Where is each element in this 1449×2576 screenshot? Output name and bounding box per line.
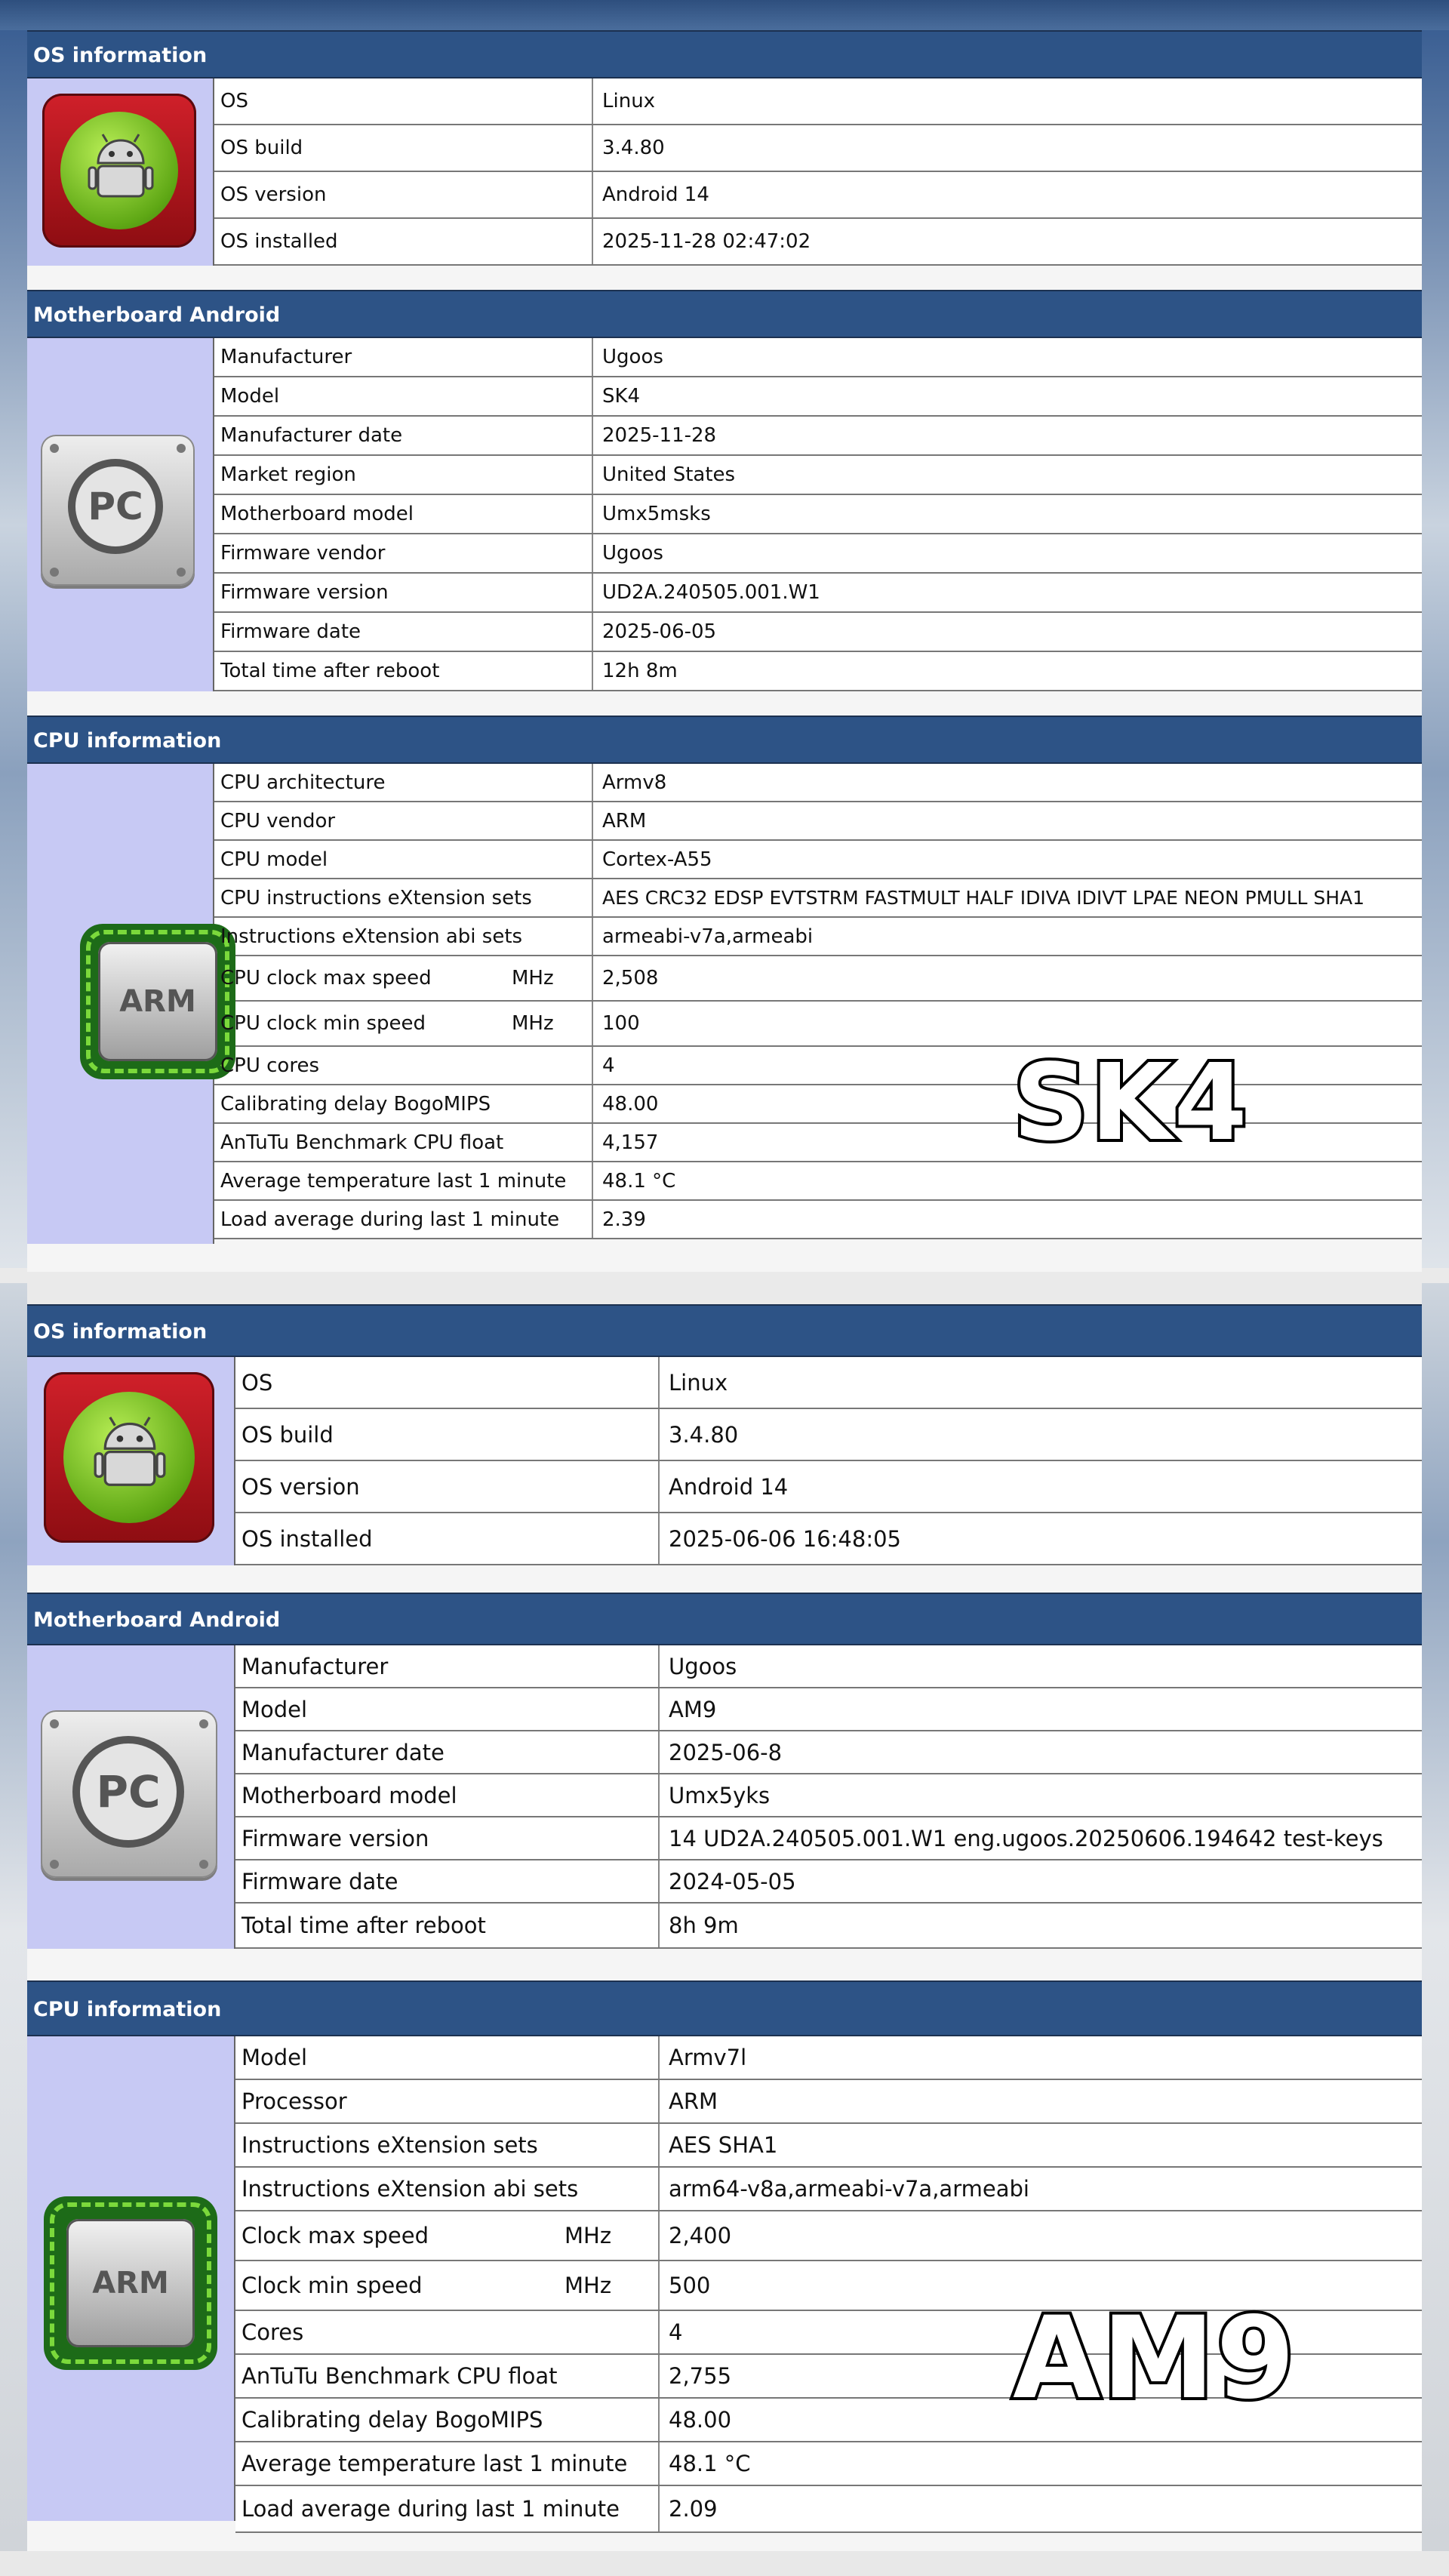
table-row <box>214 172 1422 219</box>
pc-icon <box>41 1710 217 1878</box>
row-key-cell <box>235 2211 660 2260</box>
table-row <box>214 1201 1422 1239</box>
row-value: 3.4.80 <box>602 137 665 159</box>
row-value: Linux <box>669 1369 728 1396</box>
row-value: 4 <box>669 2319 683 2345</box>
row-key: CPU architecture <box>214 764 593 801</box>
row-key: Model <box>235 2036 660 2079</box>
row-key: Market region <box>214 456 593 494</box>
row-value: arm64-v8a,armeabi-v7a,armeabi <box>669 2176 1029 2202</box>
row-value: United States <box>602 463 736 486</box>
table-row <box>214 879 1422 918</box>
icon-cell <box>27 764 214 1244</box>
row-value: 48.1 °C <box>602 1169 676 1193</box>
row-value: Ugoos <box>602 346 663 368</box>
table-row <box>235 2168 1422 2211</box>
table-row <box>214 338 1422 377</box>
row-unit: MHz <box>512 1012 554 1035</box>
row-key: Total time after reboot <box>235 1904 660 1947</box>
pc-icon-label: PC <box>68 459 163 554</box>
row-key: Calibrating delay BogoMIPS <box>235 2399 660 2441</box>
arm-chip-icon <box>44 2196 217 2370</box>
background-edge <box>1422 30 1449 1268</box>
background-edge <box>0 30 27 1268</box>
background-top <box>0 0 1449 30</box>
motherboard-rows <box>214 338 1422 691</box>
table-row <box>235 1409 1422 1461</box>
row-key: Firmware version <box>235 1817 660 1859</box>
row-key: OS version <box>214 172 593 217</box>
row-value: 2025-11-28 02:47:02 <box>602 230 811 253</box>
row-key: Load average during last 1 minute <box>235 2486 660 2531</box>
device-watermark-am9: AM9 <box>1013 2293 1297 2424</box>
section-title: CPU information <box>27 716 1422 764</box>
row-unit: MHz <box>565 2223 612 2248</box>
table-row <box>235 2442 1422 2486</box>
row-value: 2,755 <box>669 2363 732 2389</box>
row-key: CPU clock min speed <box>220 1012 426 1035</box>
cpu-rows <box>235 2036 1422 2533</box>
table-row <box>214 956 1422 1002</box>
icon-cell <box>27 338 214 691</box>
row-key: OS build <box>235 1409 660 1460</box>
am9-panel <box>27 1304 1422 2551</box>
table-row <box>214 417 1422 456</box>
table-row <box>214 456 1422 495</box>
table-row <box>235 2124 1422 2168</box>
sk4-cpu-section <box>27 716 1422 1244</box>
icon-cell <box>27 1357 235 1565</box>
row-key: OS version <box>235 1461 660 1512</box>
row-value: 2.39 <box>602 1208 646 1231</box>
row-key: Firmware vendor <box>214 534 593 572</box>
background-edge <box>0 1283 27 2576</box>
table-row <box>235 1688 1422 1731</box>
row-key-cell <box>235 2261 660 2310</box>
table-row <box>235 2036 1422 2080</box>
row-value: 2,400 <box>669 2223 732 2248</box>
am9-motherboard-section <box>27 1593 1422 1949</box>
row-value: Cortex-A55 <box>602 848 712 871</box>
row-key: AnTuTu Benchmark CPU float <box>235 2355 660 2397</box>
row-key: Cores <box>235 2311 660 2353</box>
background-bottom <box>0 2551 1449 2576</box>
row-key: CPU clock max speed <box>220 967 432 989</box>
row-key: Firmware version <box>214 574 593 611</box>
row-value: AES SHA1 <box>669 2132 778 2158</box>
row-value: armeabi-v7a,armeabi <box>602 925 814 948</box>
table-row <box>214 802 1422 841</box>
table-row <box>235 1904 1422 1949</box>
row-key: CPU vendor <box>214 802 593 839</box>
row-unit: MHz <box>512 967 554 989</box>
row-key: Processor <box>235 2080 660 2122</box>
table-row <box>214 918 1422 956</box>
row-value: 2025-06-8 <box>669 1739 783 1765</box>
table-row <box>235 1357 1422 1409</box>
section-title: OS information <box>27 30 1422 78</box>
row-key: Clock max speed <box>242 2223 429 2248</box>
table-row <box>214 219 1422 266</box>
row-value: Android 14 <box>602 183 709 206</box>
sk4-motherboard-section <box>27 290 1422 691</box>
row-key: OS <box>214 78 593 124</box>
table-row <box>214 1002 1422 1047</box>
arm-chip-label: ARM <box>66 2219 195 2347</box>
table-row <box>235 2211 1422 2261</box>
row-key: Manufacturer date <box>235 1731 660 1773</box>
table-row <box>235 1513 1422 1565</box>
row-value: 4,157 <box>602 1131 659 1154</box>
table-row <box>214 764 1422 802</box>
section-title: Motherboard Android <box>27 1593 1422 1645</box>
row-key: Model <box>235 1688 660 1730</box>
table-row <box>235 2486 1422 2533</box>
motherboard-rows <box>235 1645 1422 1949</box>
row-value: SK4 <box>602 385 641 408</box>
row-key: OS build <box>214 125 593 171</box>
row-value: Armv7l <box>669 2045 747 2070</box>
row-value: 2025-06-06 16:48:05 <box>669 1525 901 1552</box>
row-key: CPU model <box>214 841 593 878</box>
row-key: Model <box>214 377 593 415</box>
table-row <box>235 1774 1422 1817</box>
row-key: Manufacturer <box>235 1645 660 1687</box>
section-title: Motherboard Android <box>27 290 1422 338</box>
sk4-panel <box>27 30 1422 1272</box>
row-key: Load average during last 1 minute <box>214 1201 593 1238</box>
row-value: AM9 <box>669 1696 717 1722</box>
row-value: Ugoos <box>669 1653 737 1679</box>
pc-icon-label: PC <box>72 1736 184 1848</box>
sk4-os-section <box>27 30 1422 266</box>
cpu-rows <box>214 764 1422 1244</box>
row-key: Instructions eXtension abi sets <box>214 918 593 955</box>
row-key: Instructions eXtension abi sets <box>235 2168 660 2210</box>
row-value: 2024-05-05 <box>669 1868 796 1894</box>
row-key: Instructions eXtension sets <box>235 2124 660 2166</box>
row-value: Armv8 <box>602 771 667 794</box>
table-row <box>214 652 1422 691</box>
icon-cell <box>27 1645 235 1949</box>
table-row <box>235 1461 1422 1513</box>
os-rows <box>214 78 1422 266</box>
table-row <box>235 1731 1422 1774</box>
row-value: UD2A.240505.001.W1 <box>602 581 820 604</box>
row-key: Clock min speed <box>242 2273 423 2298</box>
table-row <box>214 495 1422 534</box>
row-value: 4 <box>602 1054 615 1077</box>
row-value: Umx5msks <box>602 503 711 525</box>
icon-cell <box>27 2036 235 2521</box>
row-key: OS installed <box>235 1513 660 1564</box>
row-unit: MHz <box>565 2273 612 2298</box>
row-value: 2025-11-28 <box>602 424 717 447</box>
table-row <box>214 574 1422 613</box>
row-value: 14 UD2A.240505.001.W1 eng.ugoos.20250606.194642 test-keys <box>669 1825 1383 1851</box>
row-key: Manufacturer date <box>214 417 593 454</box>
row-key-cell <box>214 956 593 1000</box>
android-icon <box>42 94 196 248</box>
row-value: Ugoos <box>602 542 663 565</box>
table-row <box>214 377 1422 417</box>
row-key: Calibrating delay BogoMIPS <box>214 1085 593 1122</box>
section-title: CPU information <box>27 1980 1422 2036</box>
table-row <box>235 1860 1422 1904</box>
row-key: Manufacturer <box>214 338 593 376</box>
row-value: 2.09 <box>669 2496 718 2522</box>
row-key: OS installed <box>214 219 593 264</box>
section-title: OS information <box>27 1304 1422 1357</box>
row-value: ARM <box>602 809 647 833</box>
row-value: 500 <box>669 2273 711 2298</box>
row-key-cell <box>214 1002 593 1045</box>
arm-chip-icon <box>80 924 235 1079</box>
pc-icon <box>41 435 195 586</box>
row-value: 2025-06-05 <box>602 620 717 643</box>
row-value: ARM <box>669 2088 718 2114</box>
arm-chip-label: ARM <box>98 942 217 1061</box>
am9-cpu-section <box>27 1980 1422 2533</box>
row-value: 3.4.80 <box>669 1421 739 1448</box>
table-row <box>214 534 1422 574</box>
table-row <box>214 613 1422 652</box>
row-key: Average temperature last 1 minute <box>214 1162 593 1199</box>
table-row <box>235 1817 1422 1860</box>
row-key: CPU cores <box>214 1047 593 1084</box>
row-key: Total time after reboot <box>214 652 593 690</box>
os-rows <box>235 1357 1422 1565</box>
row-value: AES CRC32 EDSP EVTSTRM FASTMULT HALF IDIVA IDIVT LPAE NEON PMULL SHA1 <box>602 887 1365 909</box>
icon-cell <box>27 78 214 266</box>
row-value: 48.00 <box>669 2407 732 2433</box>
row-key: Firmware date <box>235 1860 660 1902</box>
row-value: Android 14 <box>669 1473 789 1500</box>
table-row <box>214 841 1422 879</box>
row-value: 48.00 <box>602 1092 659 1116</box>
row-key: Average temperature last 1 minute <box>235 2442 660 2485</box>
row-key: Motherboard model <box>214 495 593 533</box>
table-row <box>214 78 1422 125</box>
table-row <box>214 125 1422 172</box>
table-row <box>235 2080 1422 2124</box>
row-key: AnTuTu Benchmark CPU float <box>214 1124 593 1161</box>
row-value: Linux <box>602 90 656 112</box>
row-key: Firmware date <box>214 613 593 651</box>
android-icon <box>44 1372 214 1543</box>
am9-os-section <box>27 1304 1422 1565</box>
table-row <box>214 1162 1422 1201</box>
row-value: 12h 8m <box>602 660 678 682</box>
background-edge <box>1422 1283 1449 2576</box>
row-value: Umx5yks <box>669 1782 771 1808</box>
row-value: 48.1 °C <box>669 2451 751 2476</box>
device-watermark-sk4: SK4 <box>1013 1042 1249 1165</box>
row-value: 8h 9m <box>669 1913 739 1938</box>
table-row <box>235 1645 1422 1688</box>
row-key: CPU instructions eXtension sets <box>214 879 593 916</box>
row-key: Motherboard model <box>235 1774 660 1816</box>
row-key: OS <box>235 1357 660 1408</box>
row-value: 2,508 <box>602 967 659 989</box>
row-value: 100 <box>602 1012 640 1035</box>
